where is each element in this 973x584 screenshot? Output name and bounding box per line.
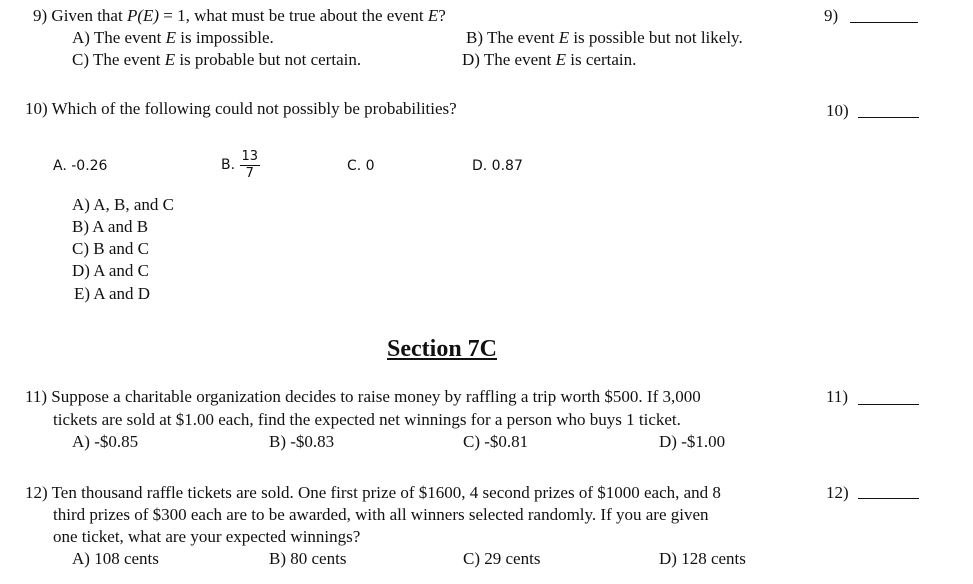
q11-choice: C) -$0.81 — [463, 432, 529, 451]
q12-choice: B) 80 cents — [269, 549, 347, 568]
q11-choice: A) -$0.85 — [72, 432, 139, 451]
q12-stem-line1: 12) Ten thousand raffle tickets are sold. One first prize of $1600, 4 second prizes of $1000 each, and 8 — [25, 483, 721, 502]
q11-stem-line2: tickets are sold at $1.00 each, find the expected net winnings for a person who buys 1 ticket. — [53, 410, 681, 429]
q10-stem: 10) Which of the following could not possibly be probabilities? — [25, 99, 457, 118]
q12-stem-line3: one ticket, what are your expected winnings? — [53, 527, 361, 546]
q12-answer-blank[interactable] — [858, 498, 919, 499]
q11-answer-label: 11) — [826, 387, 849, 406]
q10-answer-blank[interactable] — [858, 117, 919, 118]
q9-choice-a: A) The event E is impossible. — [72, 28, 274, 47]
q9-choice-b: B) The event E is possible but not likely. — [466, 28, 743, 47]
q10-option-b: B. $\frac{13}{7}$ — [221, 148, 259, 181]
q9-answer-blank[interactable] — [850, 22, 918, 23]
q11-answer-blank[interactable] — [858, 404, 919, 405]
q10-choice: A) A, B, and C — [72, 195, 174, 214]
section-title: Section 7C — [387, 336, 497, 362]
q12-choice: A) 108 cents — [72, 549, 159, 568]
q12-stem-line2: third prizes of $300 each are to be awarded, with all winners selected randomly. If you are given — [53, 505, 709, 524]
q10-choice: E) A and D — [74, 284, 151, 303]
q12-choice: C) 29 cents — [463, 549, 541, 568]
q12-choice: D) 128 cents — [659, 549, 746, 568]
q9-stem: 9) Given that P(E) = 1, what must be true about the event E? — [33, 6, 446, 25]
q9-answer-label: 9) — [824, 6, 839, 25]
fraction: $\frac{13}{7}$ — [241, 148, 259, 181]
q9-choice-c: C) The event E is probable but not certain. — [72, 50, 362, 69]
q10-option-d: D. 0.87 — [472, 158, 523, 174]
q10-choice: C) B and C — [72, 239, 149, 258]
q10-choice: B) A and B — [72, 217, 149, 236]
q11-choice: D) -$1.00 — [659, 432, 726, 451]
q11-choice: B) -$0.83 — [269, 432, 335, 451]
q10-answer-label: 10) — [826, 101, 849, 120]
q9-choice-d: D) The event E is certain. — [462, 50, 637, 69]
q10-choice: D) A and C — [72, 261, 149, 280]
q12-answer-label: 12) — [826, 483, 849, 502]
q10-option-a: A. -0.26 — [53, 158, 108, 174]
q10-option-c: C. 0 — [347, 158, 375, 174]
q11-stem-line1: 11) Suppose a charitable organization decides to raise money by raffling a trip worth $500. If 3,000 — [25, 387, 701, 406]
